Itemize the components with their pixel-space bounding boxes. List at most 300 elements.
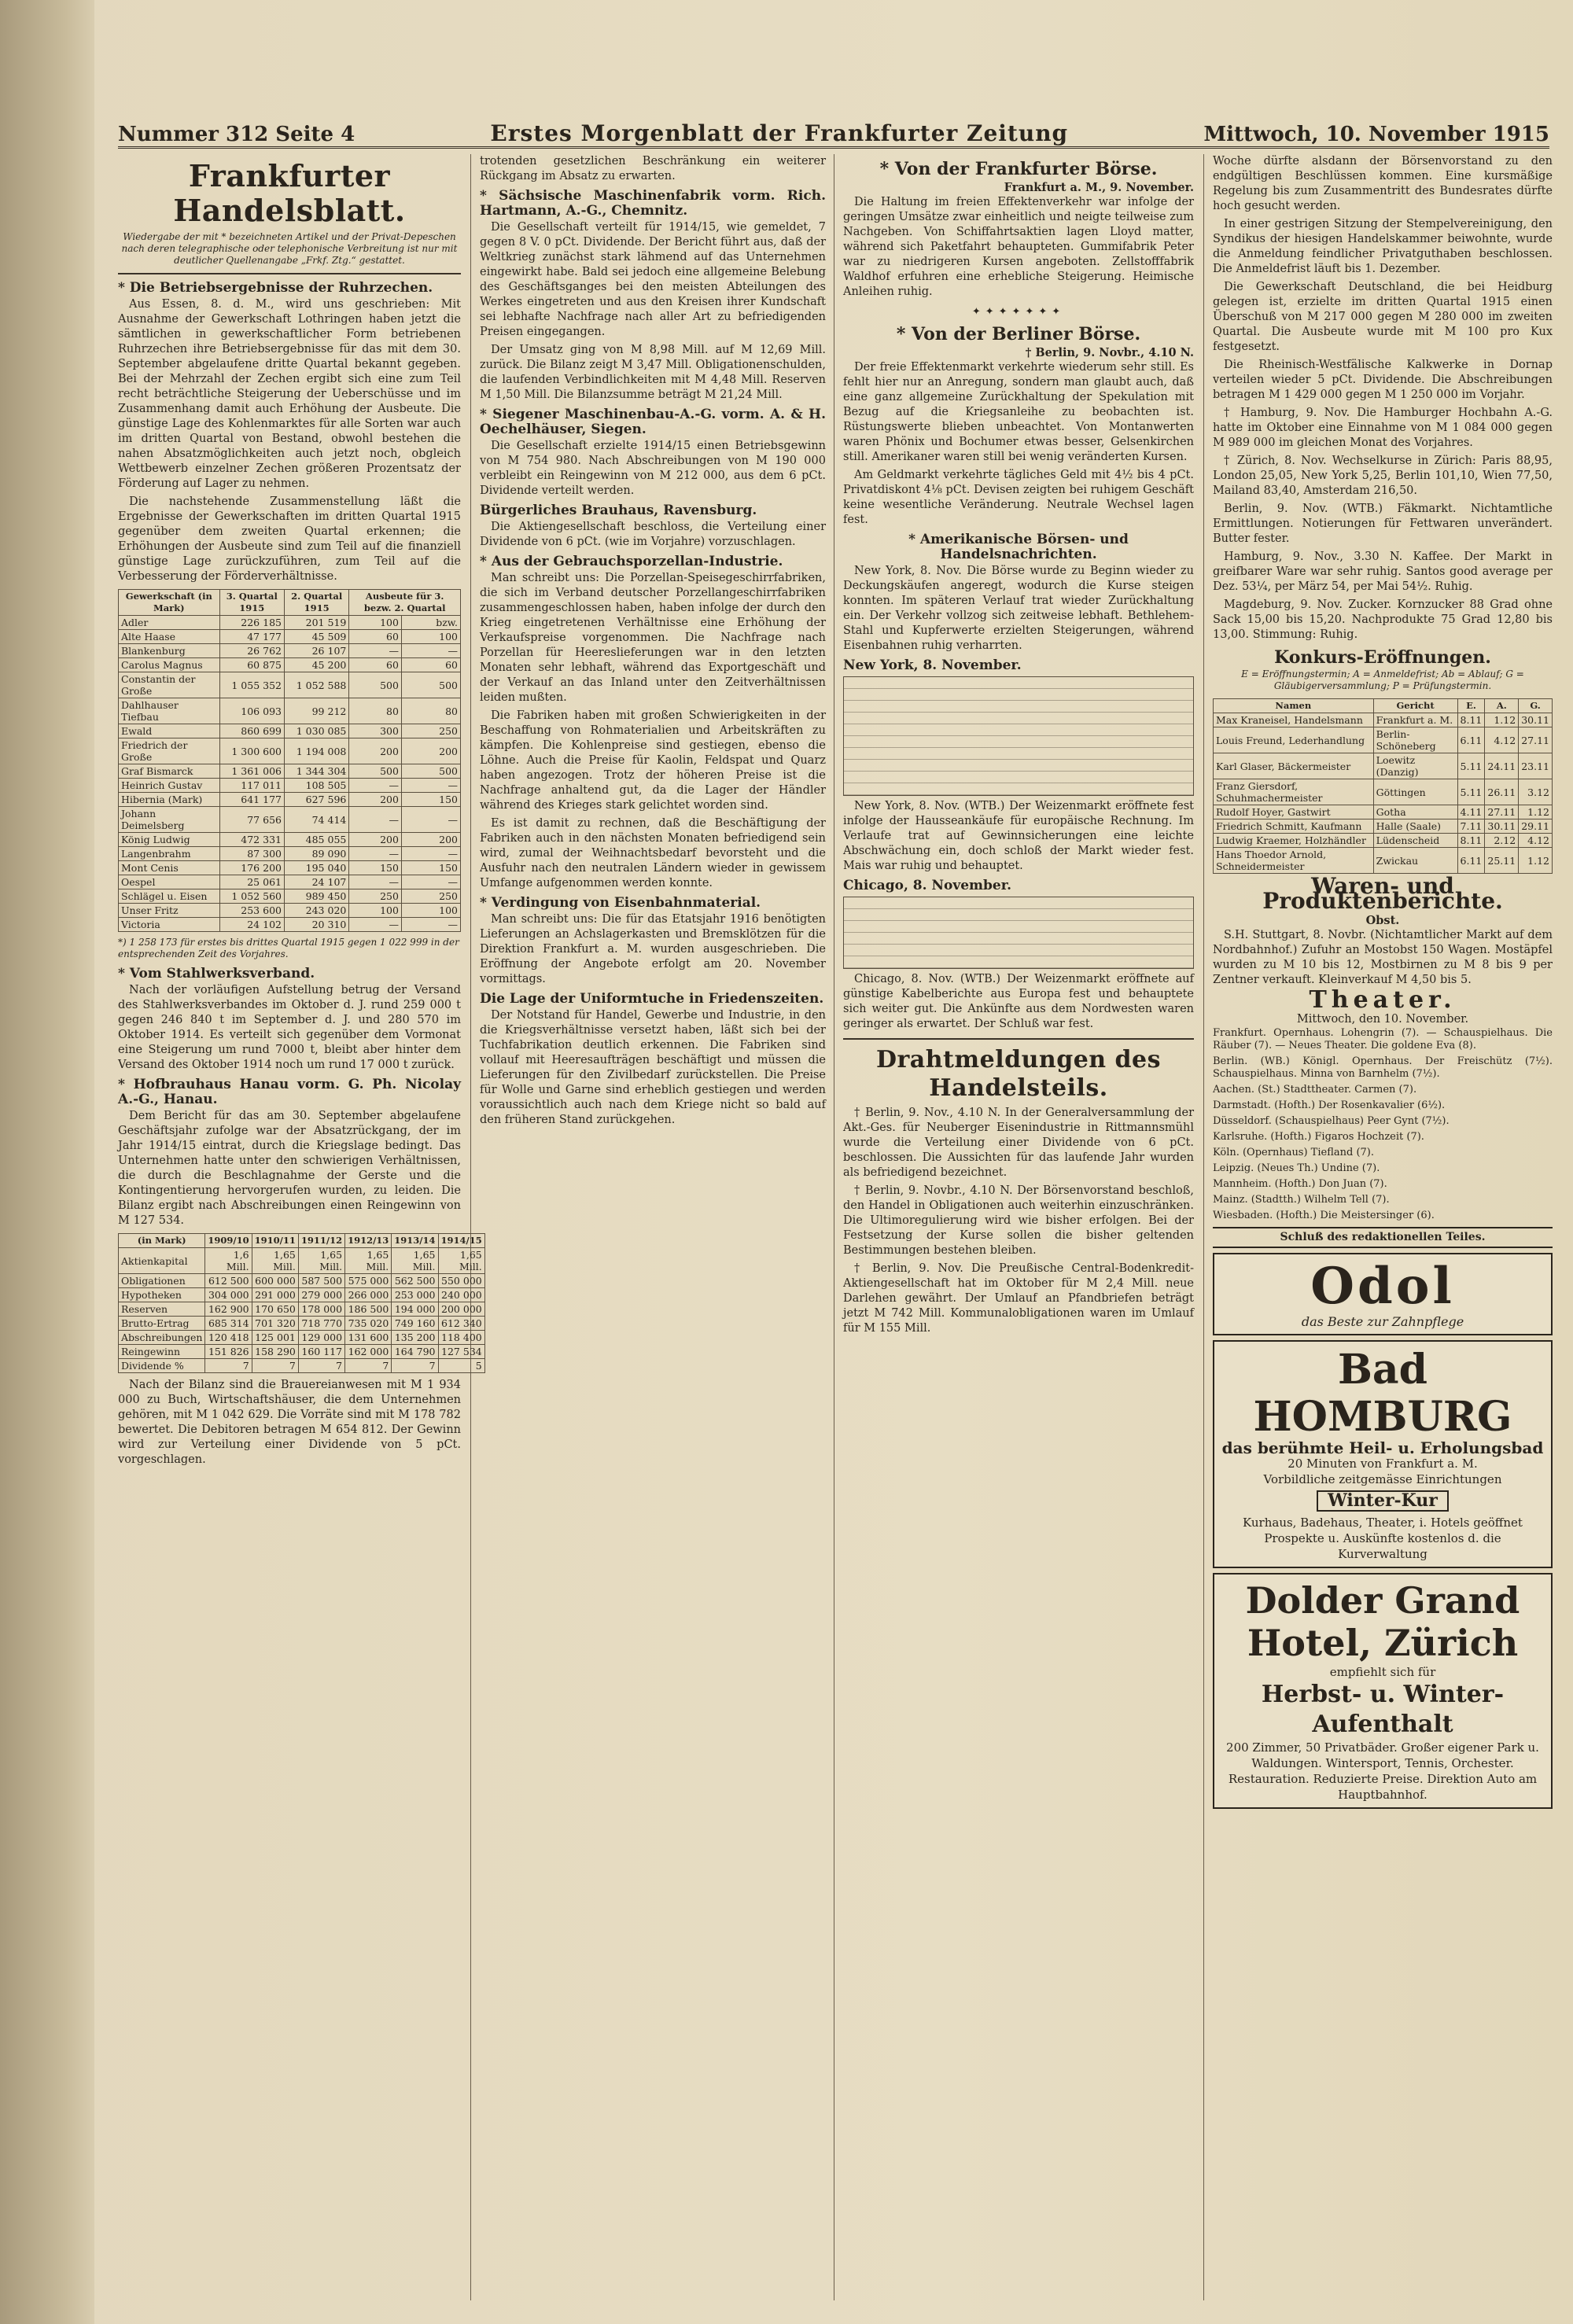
- article-heading: * Die Betriebsergebnisse der Ruhrzechen.: [118, 280, 433, 296]
- table-cell: Berlin-Schöneberg: [1373, 727, 1457, 753]
- table-cell: 7: [345, 1359, 392, 1373]
- table-row: [119, 793, 461, 807]
- table-cell: 279 000: [298, 1288, 344, 1302]
- table-cell: 158 290: [252, 1345, 298, 1359]
- table-cell: Dividende %: [119, 1359, 205, 1373]
- table-header: Gewerkschaft (in Mark): [119, 590, 220, 616]
- table-row: [1214, 779, 1553, 805]
- divider: ✦✦✦✦✦✦✦: [971, 306, 1066, 318]
- table-cell: 1 344 304: [284, 764, 348, 779]
- theater-entry: Aachen. (St.) Stadttheater. Carmen (7).: [1213, 1084, 1417, 1096]
- theater-listing: [1213, 1027, 1553, 1222]
- reprint-note: Wiedergabe der mit * bezeichneten Artikel und der Privat-Depeschen nach deren telegraphische oder telephonische Verbreitung ist nur mit deutlicher Quellenangabe „Frkf. Ztg.“ gestattet.: [121, 231, 458, 266]
- column-rule-1: [470, 154, 471, 2300]
- table-row: [119, 1317, 485, 1331]
- table-cell: 80: [349, 698, 402, 724]
- article-paragraph: Woche dürfte alsdann der Börsenvorstand zu den endgültigen Beschlüssen kommen. Eine kursmäßige Regelung bis zum Zusammentritt des Bundesrates dürfte hoch gesucht werden.: [1213, 155, 1553, 212]
- table-header: 1910/11: [252, 1234, 298, 1248]
- theater-entry: Karlsruhe. (Hofth.) Figaros Hochzeit (7).: [1213, 1131, 1424, 1143]
- article-paragraph: Die Fabriken haben mit großen Schwierigkeiten in der Beschaffung von Rohmaterialien und Arbeitskräften zu kämpfen. Die Kohlenpreise sind gestiegen, ebenso die Löhne. Auch die Preise für Kaolin, Feldspat und Quarz haben angezogen. Trotz der höheren Preise ist die Nachfrage anhaltend gut, da die Lager der Händler während des Krieges stark gelichtet worden sind.: [480, 709, 826, 812]
- table-cell: bzw.: [401, 616, 460, 630]
- table-cell: 45 509: [284, 630, 348, 644]
- table-header: Ausbeute für 3. bezw. 2. Quartal: [349, 590, 461, 616]
- table-cell: 749 160: [392, 1317, 438, 1331]
- table-cell: 89 090: [284, 847, 348, 861]
- article-paragraph: Die Gesellschaft erzielte 1914/15 einen Betriebsgewinn von M 754 980. Nach Abschreibungen von M 190 000 verbleibt ein Reingewinn von M 212 000, aus dem 6 pCt. Dividende verteilt werden.: [480, 440, 826, 497]
- column-4: [1213, 154, 1553, 2300]
- table-cell: —: [401, 875, 460, 889]
- theater-entry: Leipzig. (Neues Th.) Undine (7).: [1213, 1162, 1380, 1174]
- table-cell: Loewitz (Danzig): [1373, 753, 1457, 779]
- table-cell: 150: [401, 861, 460, 875]
- table-header: A.: [1485, 699, 1519, 713]
- article-heading: * Vom Stahlwerksverband.: [118, 966, 315, 982]
- theater-entry: Düsseldorf. (Schauspielhaus) Peer Gynt (7½).: [1213, 1115, 1450, 1127]
- table-cell: 26 107: [284, 644, 348, 658]
- table-cell: 30.11: [1519, 713, 1553, 727]
- table-row: [119, 1288, 485, 1302]
- table-cell: 1 300 600: [219, 738, 284, 764]
- theater-entry: Mainz. (Stadtth.) Wilhelm Tell (7).: [1213, 1194, 1390, 1206]
- table-header: 1909/10: [205, 1234, 252, 1248]
- table-body: [1214, 713, 1553, 874]
- ad-bh-title: Bad HOMBURG: [1253, 1346, 1512, 1441]
- table-row: [119, 807, 461, 833]
- divider: [843, 1038, 1194, 1040]
- table-cell: 106 093: [219, 698, 284, 724]
- ad-dolder-season: Herbst- u. Winter-Aufenthalt: [1261, 1681, 1505, 1738]
- table-cell: 612 500: [205, 1274, 252, 1288]
- column-3: [843, 154, 1194, 2300]
- dateline: Frankfurt a. M., 9. November.: [1004, 181, 1194, 194]
- section-heading-konkurs: Konkurs-Eröffnungen.: [1274, 647, 1491, 668]
- table-cell: 1 030 085: [284, 724, 348, 738]
- article-paragraph: Die Haltung im freien Effektenverkehr war infolge der geringen Umsätze zwar einheitlich und neigte teilweise zum Nachgeben. Von Schiffahrtsaktien lagen Lloyd matter, während sich Paketfahrt behaupteten. Gummifabrik Peter war zu niedrigeren Kursen angeboten. Zellstofffabrik Waldhof erfuhren eine erhebliche Steigerung. Heimische Anleihen ruhig.: [843, 196, 1194, 298]
- table-cell: Schlägel u. Eisen: [119, 889, 220, 904]
- table-cell: 8.11: [1457, 713, 1485, 727]
- section-title-handelsblatt: Frankfurter Handelsblatt.: [173, 158, 406, 228]
- section-heading-theater: Theater.: [1309, 986, 1457, 1014]
- table-cell: Hans Thoedor Arnold, Schneidermeister: [1214, 848, 1374, 874]
- table-cell: 23.11: [1519, 753, 1553, 779]
- table-cell: 627 596: [284, 793, 348, 807]
- table-row: [119, 875, 461, 889]
- article-heading: * Amerikanische Börsen- und Handelsnachrichten.: [908, 532, 1129, 562]
- table-cell: Reserven: [119, 1302, 205, 1317]
- table-cell: Johann Deimelsberg: [119, 807, 220, 833]
- table-row: [119, 779, 461, 793]
- table-cell: 1.12: [1519, 848, 1553, 874]
- table-cell: 151 826: [205, 1345, 252, 1359]
- table-cell: 472 331: [219, 833, 284, 847]
- table-cell: 160 117: [298, 1345, 344, 1359]
- table-cell: Graf Bismarck: [119, 764, 220, 779]
- table-cell: 735 020: [345, 1317, 392, 1331]
- section-heading-drahtmeldungen: Drahtmeldungen des Handelsteils.: [875, 1046, 1162, 1102]
- table-row: [119, 1274, 485, 1288]
- table-header: 1912/13: [345, 1234, 392, 1248]
- table-row: [1214, 713, 1553, 727]
- konkurs-legend: E = Eröffnungstermin; A = Anmeldefrist; Ab = Ablauf; G = Gläubigerversammlung; P = Prüfungstermin.: [1241, 668, 1524, 691]
- table-cell: —: [401, 779, 460, 793]
- table-row: [119, 724, 461, 738]
- table-cell: 6.11: [1457, 848, 1485, 874]
- table-cell: 500: [349, 672, 402, 698]
- table-cell: Blankenburg: [119, 644, 220, 658]
- table-cell: —: [349, 779, 402, 793]
- table-row: [1214, 834, 1553, 848]
- table-cell: 200: [401, 833, 460, 847]
- table-cell: 200: [349, 793, 402, 807]
- table-cell: 7: [298, 1359, 344, 1373]
- table-header: 2. Quartal 1915: [284, 590, 348, 616]
- table-row: [119, 764, 461, 779]
- table-cell: 164 790: [392, 1345, 438, 1359]
- table-cell: 500: [401, 764, 460, 779]
- article-paragraph: Die nachstehende Zusammenstellung läßt die Ergebnisse der Gewerkschaften im dritten Quartal 1915 gegenüber dem zweiten Quartal erkennen; die Erhöhungen der Ausbeute sind zum Teil auf die finanziell günstige Lage zurückzuführen, zum Teil auf die Verbesserung der Förderverhältnisse.: [118, 495, 461, 583]
- table-cell: —: [349, 918, 402, 932]
- article-paragraph: Der freie Effektenmarkt verkehrte wiederum sehr still. Es fehlt hier nur an Anregung, sondern man glaubt auch, daß eine ganz allgemeine Zurückhaltung der Spekulation mit Bezug auf die Kriegsanleihe zu beobachten ist. Rüstungswerte blieben unbeachtet. Von Montanwerten waren Phönix und Bochumer etwas besser, Gelsenkirchen still. Amerikaner waren still bei wenig veränderten Kursen.: [843, 361, 1194, 463]
- section-heading-waren: Waren- und Produktenberichte.: [1262, 873, 1503, 914]
- table-cell: 550 000: [438, 1274, 484, 1288]
- article-paragraph: Nach der Bilanz sind die Brauereianwesen mit M 1 934 000 zu Buch, Wirtschaftshäuser, die dem Unternehmen gehören, mit M 1 042 629. Die Vorräte sind mit M 178 782 bewertet. Die Debitoren betragen M 654 812. Der Gewinn wird zur Verteilung einer Dividende von 5 pCt. vorgeschlagen.: [118, 1379, 461, 1466]
- article-heading: * Aus der Gebrauchsporzellan-Industrie.: [480, 554, 783, 569]
- table-cell: 26 762: [219, 644, 284, 658]
- ad-bh-line: Kurhaus, Badehaus, Theater, i. Hotels geöffnet: [1243, 1516, 1523, 1530]
- table-header: E.: [1457, 699, 1485, 713]
- column-2: [480, 154, 826, 2300]
- article-heading: Bürgerliches Brauhaus, Ravensburg.: [480, 503, 757, 518]
- table-cell: 7: [392, 1359, 438, 1373]
- table-cell: 117 011: [219, 779, 284, 793]
- ad-odol-brand: Odol: [1310, 1257, 1455, 1316]
- table-cell: 989 450: [284, 889, 348, 904]
- table-row: [1214, 848, 1553, 874]
- table-header: 1913/14: [392, 1234, 438, 1248]
- table-row: [119, 904, 461, 918]
- table-cell: 250: [401, 889, 460, 904]
- theater-entry: Darmstadt. (Hofth.) Der Rosenkavalier (6½).: [1213, 1099, 1446, 1111]
- table-cell: 701 320: [252, 1317, 298, 1331]
- article-paragraph: New York, 8. Nov. (WTB.) Der Weizenmarkt eröffnete fest infolge der Hausseankäufe für europäische Rechnung. Im Verlaufe trat auf Gewinnsicherungen eine leichte Abschwächung ein, doch schloß der Markt wieder fest. Mais war ruhig und behauptet.: [843, 800, 1194, 872]
- table-cell: Reingewinn: [119, 1345, 205, 1359]
- table-header: Gericht: [1373, 699, 1457, 713]
- table-cell: 77 656: [219, 807, 284, 833]
- table-cell: Oespel: [119, 875, 220, 889]
- table-cell: 25.11: [1485, 848, 1519, 874]
- table-cell: 1 052 560: [219, 889, 284, 904]
- table-cell: 200: [349, 738, 402, 764]
- table-cell: Brutto-Ertrag: [119, 1317, 205, 1331]
- table-cell: 60: [349, 658, 402, 672]
- table-row: [119, 672, 461, 698]
- table-cell: 3.12: [1519, 779, 1553, 805]
- table-cell: 194 000: [392, 1302, 438, 1317]
- table-cell: 600 000: [252, 1274, 298, 1288]
- table-cell: Göttingen: [1373, 779, 1457, 805]
- table-row: [1214, 753, 1553, 779]
- ad-odol-slogan: das Beste zur Zahnpflege: [1301, 1314, 1464, 1329]
- table-row: [119, 738, 461, 764]
- article-paragraph: † Berlin, 9. Nov., 4.10 N. In der Generalversammlung der Akt.-Ges. für Neuberger Eisenindustrie in Rittmannsmühl wurde die Verteilung einer Dividende von 6 pCt. beschlossen. Die Aussichten für das laufende Jahr wurden als befriedigend bezeichnet.: [843, 1107, 1194, 1179]
- table-cell: 4.12: [1519, 834, 1553, 848]
- table-cell: 575 000: [345, 1274, 392, 1288]
- table-cell: Franz Giersdorf, Schuhmachermeister: [1214, 779, 1374, 805]
- table-cell: —: [349, 807, 402, 833]
- table-cell: 25 061: [219, 875, 284, 889]
- table-row: [119, 630, 461, 644]
- table-cell: 60: [401, 658, 460, 672]
- table-cell: Ewald: [119, 724, 220, 738]
- ad-bh-line: Prospekte u. Auskünfte kostenlos d. die Kurverwaltung: [1264, 1531, 1501, 1561]
- ad-odol: [1213, 1253, 1553, 1335]
- ad-dolder-line: 200 Zimmer, 50 Privatbäder. Großer eigener Park u. Waldungen. Wintersport, Tennis, Orchester. Restauration. Reduzierte Preise. Direktion Auto am Hauptbahnhof.: [1226, 1740, 1539, 1802]
- table-cell: —: [349, 875, 402, 889]
- table-cell: Karl Glaser, Bäckermeister: [1214, 753, 1374, 779]
- article-heading: Die Lage der Uniformtuche in Friedenszeiten.: [480, 991, 824, 1007]
- table-cell: Frankfurt a. M.: [1373, 713, 1457, 727]
- table-row: [119, 847, 461, 861]
- table-cell: Zwickau: [1373, 848, 1457, 874]
- table-cell: Max Kraneisel, Handelsmann: [1214, 713, 1374, 727]
- table-cell: Dahlhauser Tiefbau: [119, 698, 220, 724]
- table-cell: 100: [401, 904, 460, 918]
- ny-price-table: [843, 676, 1194, 796]
- article-paragraph: Die Aktiengesellschaft beschloss, die Verteilung einer Dividende von 6 pCt. (wie im Vorjahre) vorzuschlagen.: [480, 521, 826, 548]
- table-header-row: [119, 1234, 485, 1248]
- table-cell: 29.11: [1519, 819, 1553, 834]
- table-cell: 100: [401, 630, 460, 644]
- table-cell: 253 600: [219, 904, 284, 918]
- table-cell: 201 519: [284, 616, 348, 630]
- table-cell: 162 900: [205, 1302, 252, 1317]
- table-cell: 1 361 006: [219, 764, 284, 779]
- table-cell: 6.11: [1457, 727, 1485, 753]
- table-cell: Victoria: [119, 918, 220, 932]
- table-cell: Aktienkapital: [119, 1248, 205, 1274]
- table-cell: 7: [252, 1359, 298, 1373]
- table-cell: 4.12: [1485, 727, 1519, 753]
- table-cell: 24 107: [284, 875, 348, 889]
- article-paragraph: Dem Bericht für das am 30. September abgelaufene Geschäftsjahr zufolge war der Absatzrückgang, der im Jahr 1914/15 eintrat, durch die Kriegslage bedingt. Das Unternehmen hatte unter den schwierigen Verhältnissen, die durch die Beschlagnahme der Gerste und die Kontingentierung hervorgerufen wurden, zu leiden. Die Bilanz ergibt nach Abschreibungen einen Reingewinn von M 127 534.: [118, 1110, 461, 1227]
- article-paragraph: Der Notstand für Handel, Gewerbe und Industrie, in den die Kriegsverhältnisse versetzt haben, läßt sich bei der Tuchfabrikation deutlich erkennen. Die Fabriken sind vollauf mit Heeresaufträgen beschäftigt und müssen die Lieferungen für den Zivilbedarf zurückstellen. Die Preise für Wolle und Garne sind erheblich gestiegen und werden voraussichtlich auch nach dem Kriege nicht so bald auf den früheren Stand zurückgehen.: [480, 1009, 826, 1126]
- article-paragraph: † Berlin, 9. Nov. Die Preußische Central-Bodenkredit-Aktiengesellschaft hat im Oktober für M 2,4 Mill. neue Darlehen gewährt. Der Umlauf an Pfandbriefen beträgt jetzt M 742 Mill. Kommunalobligationen waren im Umlauf für M 155 Mill.: [843, 1262, 1194, 1335]
- masthead-newspaper-title: Erstes Morgenblatt der Frankfurter Zeitung: [490, 120, 1069, 146]
- table-cell: 1,65 Mill.: [345, 1248, 392, 1274]
- table-header: (in Mark): [119, 1234, 205, 1248]
- dateline: † Berlin, 9. Novbr., 4.10 N.: [1025, 346, 1194, 359]
- column-1: [118, 154, 482, 2300]
- table-cell: 60 875: [219, 658, 284, 672]
- table-cell: 162 000: [345, 1345, 392, 1359]
- theater-entry: Berlin. (WB.) Königl. Opernhaus. Der Freischütz (7½). Schauspielhaus. Minna von Barnhelm (7½).: [1213, 1055, 1553, 1080]
- ad-bad-homburg: [1213, 1340, 1553, 1568]
- table-cell: 240 000: [438, 1288, 484, 1302]
- binding-gutter: [0, 0, 94, 2324]
- table-cell: 100: [349, 616, 402, 630]
- section-heading-berlin-boerse: * Von der Berliner Börse.: [896, 324, 1141, 344]
- table-cell: 304 000: [205, 1288, 252, 1302]
- article-paragraph: trotenden gesetzlichen Beschränkung ein weiterer Rückgang im Absatz zu erwarten.: [480, 155, 826, 182]
- table-cell: 500: [349, 764, 402, 779]
- table-row: [119, 1345, 485, 1359]
- masthead-issue: Nummer 312 Seite 4: [118, 123, 355, 146]
- table-cell: 1 055 352: [219, 672, 284, 698]
- theater-entry: Frankfurt. Opernhaus. Lohengrin (7). — Schauspielhaus. Die Räuber (7). — Neues Theater. Die goldene Eva (8).: [1213, 1027, 1553, 1052]
- column-rule-3: [1203, 154, 1204, 2300]
- table-cell: 200: [349, 833, 402, 847]
- masthead-date: Mittwoch, 10. November 1915: [1203, 123, 1549, 146]
- divider: [118, 273, 461, 274]
- table-header: 3. Quartal 1915: [219, 590, 284, 616]
- table-row: [119, 1248, 485, 1274]
- masthead: [118, 110, 1549, 149]
- table-header: G.: [1519, 699, 1553, 713]
- table-cell: Friedrich Schmitt, Kaufmann: [1214, 819, 1374, 834]
- gewerkschaft-table: [118, 589, 461, 932]
- table-row: [119, 833, 461, 847]
- theater-entry: Mannheim. (Hofth.) Don Juan (7).: [1213, 1178, 1387, 1190]
- article-paragraph: Es ist damit zu rechnen, daß die Beschäftigung der Fabriken auch in den nächsten Monaten befriedigend sein wird, zumal der Weihnachtsbedarf bevorsteht und die Ausfuhr nach den neutralen Ländern wieder in gewissem Umfange aufgenommen werden konnte.: [480, 817, 826, 889]
- table-cell: 27.11: [1485, 805, 1519, 819]
- table-cell: 2.12: [1485, 834, 1519, 848]
- article-paragraph: † Hamburg, 9. Nov. Die Hamburger Hochbahn A.-G. hatte im Oktober eine Einnahme von M 1 084 000 gegen M 989 000 im gleichen Monat des Vorjahres.: [1213, 407, 1553, 449]
- table-cell: Halle (Saale): [1373, 819, 1457, 834]
- table-cell: 125 001: [252, 1331, 298, 1345]
- table-cell: 100: [349, 904, 402, 918]
- table-cell: 7: [205, 1359, 252, 1373]
- table-row: [119, 861, 461, 875]
- table-cell: 120 418: [205, 1331, 252, 1345]
- table-cell: Alte Haase: [119, 630, 220, 644]
- article-heading: * Verdingung von Eisenbahnmaterial.: [480, 895, 761, 911]
- ad-bh-winterkur: Winter-Kur: [1317, 1490, 1449, 1512]
- table-cell: —: [401, 644, 460, 658]
- article-paragraph: Die Rheinisch-Westfälische Kalkwerke in Dornap verteilen wieder 5 pCt. Dividende. Die Abschreibungen betragen M 1 429 000 gegen M 1 250 000 im Vorjahr.: [1213, 359, 1553, 401]
- table-cell: 200 000: [438, 1302, 484, 1317]
- article-paragraph: S.H. Stuttgart, 8. Novbr. (Nichtamtlicher Markt auf dem Nordbahnhof.) Zufuhr an Mostobst 150 Wagen. Mostäpfel wurden zu M 10 bis 12, Mostbirnen zu M 8 bis 9 per Zentner verkauft. Kleinverkauf M 4,50 bis 5.: [1213, 929, 1553, 986]
- table-cell: 170 650: [252, 1302, 298, 1317]
- table-row: [119, 658, 461, 672]
- table-footnote: *) 1 258 173 für erstes bis drittes Quartal 1915 gegen 1 022 999 in der entsprechenden Zeit des Vorjahres.: [118, 937, 459, 959]
- ad-bh-line: Vorbildliche zeitgemässe Einrichtungen: [1263, 1472, 1502, 1486]
- ad-bh-subtitle: das berühmte Heil- u. Erholungsbad: [1221, 1438, 1544, 1457]
- article-paragraph: New York, 8. Nov. Die Börse wurde zu Beginn wieder zu Deckungskäufen angeregt, wodurch die Kurse steigen konnten. Im späteren Verlauf trat wieder Zurückhaltung ein. Der Verkehr vollzog sich zeitweise lebhaft. Bethlehem-Stahl und Kupferwerte erzielten Steigerungen, während Eisenbahnen ruhig verharrten.: [843, 565, 1194, 652]
- table-cell: 176 200: [219, 861, 284, 875]
- table-cell: 1.12: [1485, 713, 1519, 727]
- table-cell: 74 414: [284, 807, 348, 833]
- table-title: New York, 8. November.: [843, 657, 1022, 673]
- article-paragraph: Nach der vorläufigen Aufstellung betrug der Versand des Stahlwerksverbandes im Oktober d. J. rund 259 000 t gegen 246 840 t im September d. J. und 280 570 im Oktober 1914. Es verteilt sich gegenüber dem Vormonat eine Steigerung um rund 7000 t, bleibt aber hinter dem Versand des Oktober 1914 noch um rund 17 000 t zurück.: [118, 984, 461, 1071]
- table-cell: 45 200: [284, 658, 348, 672]
- table-cell: —: [349, 644, 402, 658]
- ad-dolder-grand-hotel: [1213, 1573, 1553, 1809]
- table-cell: Heinrich Gustav: [119, 779, 220, 793]
- table-header-row: [1214, 699, 1553, 713]
- table-cell: 195 040: [284, 861, 348, 875]
- table-cell: 7.11: [1457, 819, 1485, 834]
- table-cell: 4.11: [1457, 805, 1485, 819]
- ad-bh-line: 20 Minuten von Frankfurt a. M.: [1288, 1457, 1478, 1471]
- table-cell: 562 500: [392, 1274, 438, 1288]
- table-cell: 1,65 Mill.: [438, 1248, 484, 1274]
- table-row: [119, 1331, 485, 1345]
- table-cell: 685 314: [205, 1317, 252, 1331]
- table-cell: 150: [401, 793, 460, 807]
- table-cell: 30.11: [1485, 819, 1519, 834]
- table-row: [119, 889, 461, 904]
- table-cell: 26.11: [1485, 779, 1519, 805]
- table-cell: Adler: [119, 616, 220, 630]
- table-cell: Hibernia (Mark): [119, 793, 220, 807]
- table-cell: 226 185: [219, 616, 284, 630]
- table-cell: —: [401, 807, 460, 833]
- table-cell: —: [401, 847, 460, 861]
- table-cell: 47 177: [219, 630, 284, 644]
- table-cell: 300: [349, 724, 402, 738]
- table-cell: 641 177: [219, 793, 284, 807]
- table-cell: 1,65 Mill.: [392, 1248, 438, 1274]
- subsection-heading: Obst.: [1365, 914, 1400, 927]
- table-row: [1214, 819, 1553, 834]
- table-cell: —: [349, 847, 402, 861]
- table-cell: 5.11: [1457, 779, 1485, 805]
- article-paragraph: In einer gestrigen Sitzung der Stempelvereinigung, den Syndikus der hiesigen Handelskammer beiwohnte, wurde die Anmeldung feindlicher Privatguthaben beschlossen. Die Anmeldefrist läuft bis 1. Dezember.: [1213, 218, 1553, 275]
- table-header: Namen: [1214, 699, 1374, 713]
- table-cell: 291 000: [252, 1288, 298, 1302]
- table-cell: 485 055: [284, 833, 348, 847]
- article-paragraph: Hamburg, 9. Nov., 3.30 N. Kaffee. Der Markt in greifbarer Ware war sehr ruhig. Santos good average per Dez. 53¼, per März 54, per Mai 54½. Ruhig.: [1213, 551, 1553, 593]
- article-paragraph: Berlin, 9. Nov. (WTB.) Fäkmarkt. Nichtamtliche Ermittlungen. Notierungen für Fettwaren unverändert. Butter fester.: [1213, 503, 1553, 545]
- table-cell: 1 194 008: [284, 738, 348, 764]
- theater-date: Mittwoch, den 10. November.: [1296, 1013, 1469, 1026]
- article-paragraph: Am Geldmarkt verkehrte tägliches Geld mit 4½ bis 4 pCt. Privatdiskont 4⅛ pCt. Devisen zeigten bei ruhigem Geschäft keine wesentliche Veränderung. Neutrale Wechsel lagen fest.: [843, 469, 1194, 526]
- table-body: [119, 616, 461, 932]
- table-cell: 178 000: [298, 1302, 344, 1317]
- article-heading: * Siegener Maschinenbau-A.-G. vorm. A. & H. Oechelhäuser, Siegen.: [480, 407, 826, 437]
- table-cell: Abschreibungen: [119, 1331, 205, 1345]
- table-row: [1214, 805, 1553, 819]
- table-cell: 129 000: [298, 1331, 344, 1345]
- table-cell: Constantin der Große: [119, 672, 220, 698]
- table-cell: Carolus Magnus: [119, 658, 220, 672]
- chicago-price-table: [843, 897, 1194, 969]
- article-paragraph: Chicago, 8. Nov. (WTB.) Der Weizenmarkt eröffnete auf günstige Kabelberichte aus Europa fest und behauptete sich weiter gut. Die Ankünfte aus dem Nordwesten waren geringer als erwartet. Der Schluß war fest.: [843, 973, 1194, 1030]
- table-title: Chicago, 8. November.: [843, 878, 1012, 893]
- table-cell: 80: [401, 698, 460, 724]
- konkurs-table: [1213, 698, 1553, 874]
- table-body: [119, 1248, 485, 1373]
- table-cell: 1,65 Mill.: [298, 1248, 344, 1274]
- table-cell: 127 534: [438, 1345, 484, 1359]
- table-row: [119, 1359, 485, 1373]
- article-paragraph: Der Umsatz ging von M 8,98 Mill. auf M 12,69 Mill. zurück. Die Bilanz zeigt M 3,47 Mill. Obligationenschulden, die laufenden Verbindlichkeiten mit M 4,48 Mill. Reserven M 1,50 Mill. Die Bilanzsumme beträgt M 21,24 Mill.: [480, 344, 826, 401]
- article-paragraph: † Zürich, 8. Nov. Wechselkurse in Zürich: Paris 88,95, London 25,05, New York 5,25, Berlin 101,10, Wien 77,50, Mailand 83,40, Amsterdam 216,50.: [1213, 455, 1553, 497]
- table-cell: 1,65 Mill.: [252, 1248, 298, 1274]
- article-paragraph: Man schreibt uns: Die Porzellan-Speisegeschirrfabriken, die sich im Verband deutscher Porzellangeschirrfabriken zusammengeschlossen haben, haben infolge der durch den Krieg eingetretenen Verhältnisse eine Erhöhung der Verkaufspreise vorgenommen. Die Nachfrage nach Porzellan für Heereslieferungen war in den letzten Monaten sehr lebhaft, während das Exportgeschäft und der Verkauf an das Inland unter den Zeitverhältnissen leiden mußten.: [480, 572, 826, 704]
- article-heading: * Sächsische Maschinenfabrik vorm. Rich. Hartmann, A.-G., Chemnitz.: [480, 188, 826, 219]
- article-heading: * Hofbrauhaus Hanau vorm. G. Ph. Nicolay A.-G., Hanau.: [118, 1077, 461, 1107]
- ad-dolder-title: Dolder Grand Hotel, Zürich: [1245, 1579, 1520, 1664]
- table-cell: 250: [401, 724, 460, 738]
- end-of-editorial: Schluß des redaktionellen Teiles.: [1213, 1227, 1553, 1248]
- table-cell: 186 500: [345, 1302, 392, 1317]
- table-cell: 99 212: [284, 698, 348, 724]
- table-row: [119, 918, 461, 932]
- financial-table: [118, 1233, 485, 1373]
- table-cell: Friedrich der Große: [119, 738, 220, 764]
- table-row: [119, 1302, 485, 1317]
